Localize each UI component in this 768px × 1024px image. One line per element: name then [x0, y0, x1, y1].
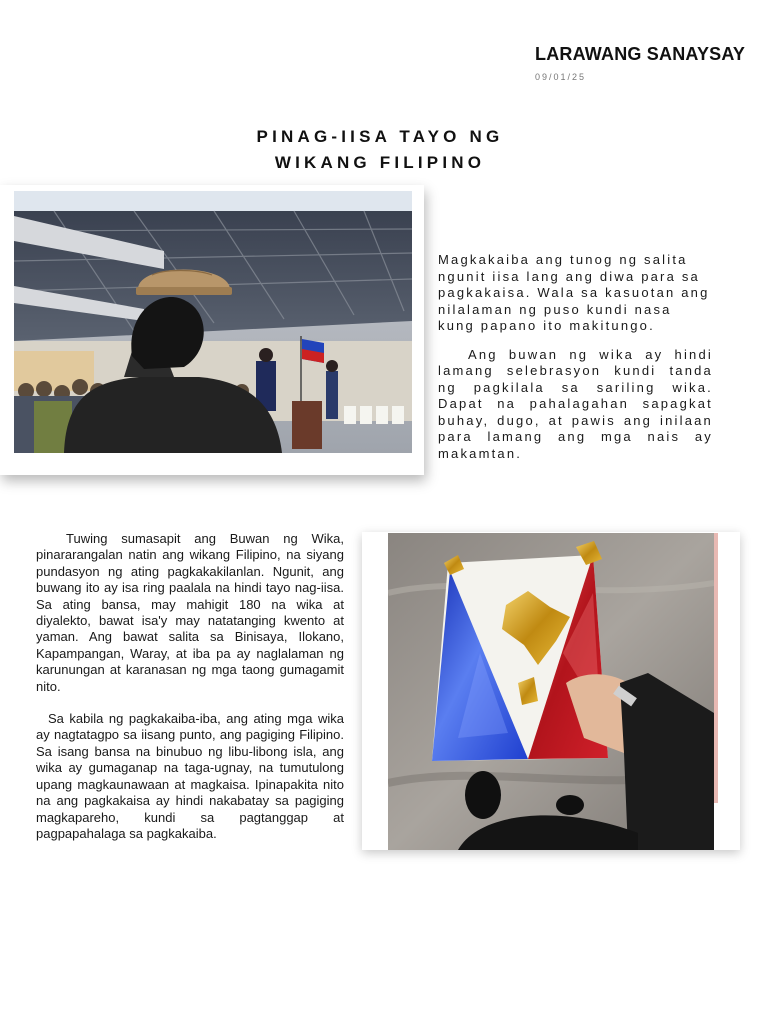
photo-frame-gym	[0, 185, 424, 475]
left-paragraph-2: Sa kabila ng pagkakaiba-iba, ang ating mga wika ay nagtatagpo sa iisang punto, ang pagiging Filipino. Sa isang bansa na binubuo ng libu-libong isla, ang wika ay gumaganap na taga-ugnay, na tumutulong upang magkaunawaan at magkaisa. Ipinapakita nito na ang pagkakaisa ay hindi nakabatay sa pagiging magkapareho, kundi sa pagtanggap at pagpapahalaga sa pagkakaiba.	[36, 711, 344, 841]
title-line-1: PINAG-IISA TAYO NG	[256, 127, 504, 146]
right-text-column	[438, 252, 713, 474]
gym-ceremony-illustration	[14, 191, 412, 453]
page-title	[180, 124, 580, 176]
photo-gym-ceremony	[14, 191, 412, 453]
header	[535, 44, 765, 82]
photo-foil-flag	[388, 533, 714, 850]
left-text-column	[36, 531, 344, 858]
title-line-2: WIKANG FILIPINO	[274, 153, 486, 172]
header-title: LARAWANG SANAYSAY	[535, 44, 746, 64]
right-paragraph-2: Ang buwan ng wika ay hindi lamang selebrasyon kundi tanda ng pagkilala sa sariling wika. Dapat na pahalagahan sapagkat buhay, dugo, at pawis ang inilaan para lamang ang mga nais ay makamtan.	[438, 346, 713, 461]
photo-frame-flag	[362, 532, 740, 850]
header-date: 09/01/25	[535, 72, 587, 82]
left-paragraph-1: Tuwing sumasapit ang Buwan ng Wika, pinararangalan natin ang wikang Filipino, na siyang pundasyon ng ating pagkakakilanlan. Ngunit, ang buwang ito ay isa ring paalala na hindi tayo nag-iisa. Sa ating bansa, may mahigit 180 na wika at diyalekto, bawat isa'y may natatanging kwento at yaman. Ang bawat salita sa Binisaya, Ilokano, Kapampangan, Waray, at iba pa ay naglalaman ng karunungan at karanasan ng mga taong gumagamit nito.	[36, 531, 344, 694]
photo-edge-strip	[714, 533, 718, 803]
foil-flag-illustration	[388, 533, 714, 850]
right-paragraph-1: Magkakaiba ang tunog ng salita ngunit iisa lang ang diwa para sa pagkakaisa. Wala sa kasuotan ang nilalaman ng puso kundi nasa kung papano ito makitungo.	[438, 252, 710, 333]
